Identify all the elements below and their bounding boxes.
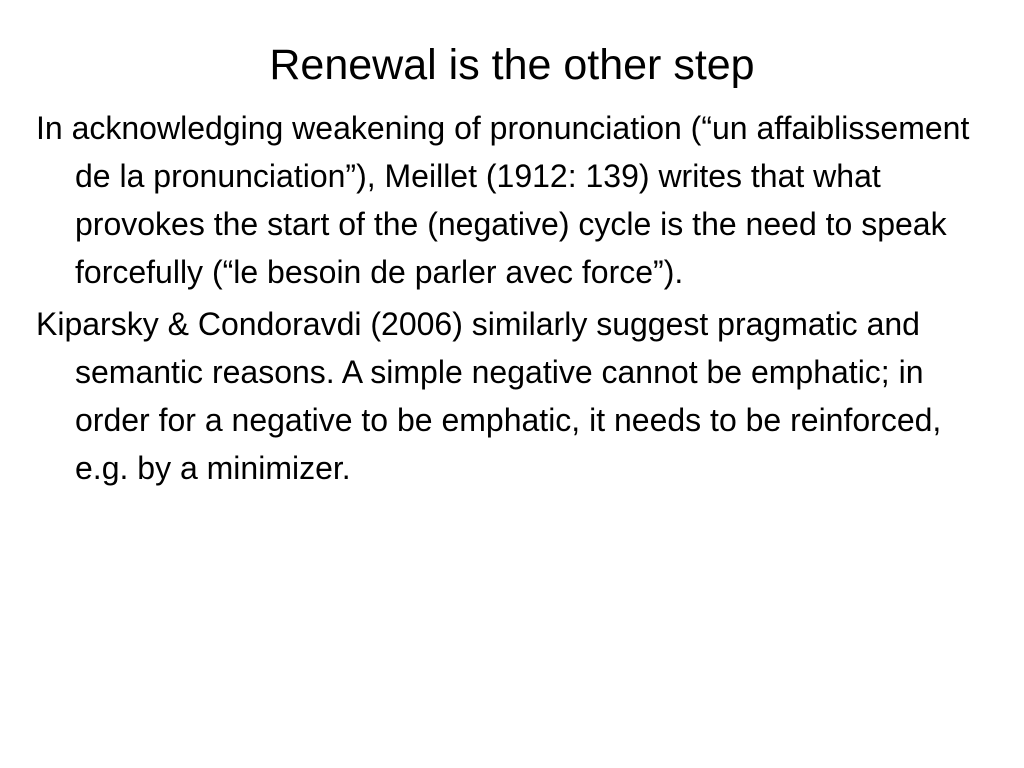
paragraph-meillet: In acknowledging weakening of pronunciation (“un affaiblissement de la pronunciation”), Meillet (1912: 139) writes that what provokes the start of the (negative) cycle is the need to speak forcefully (“le besoin de parler avec force”). — [36, 110, 970, 290]
slide-title: Renewal is the other step — [269, 41, 755, 89]
paragraph-kiparsky-condoravdi: Kiparsky & Condoravdi (2006) similarly suggest pragmatic and semantic reasons. A simple negative cannot be emphatic; in order for a negative to be emphatic, it needs to be reinforced, e.g. by a minimizer. — [36, 306, 942, 486]
slide-body — [36, 104, 998, 496]
